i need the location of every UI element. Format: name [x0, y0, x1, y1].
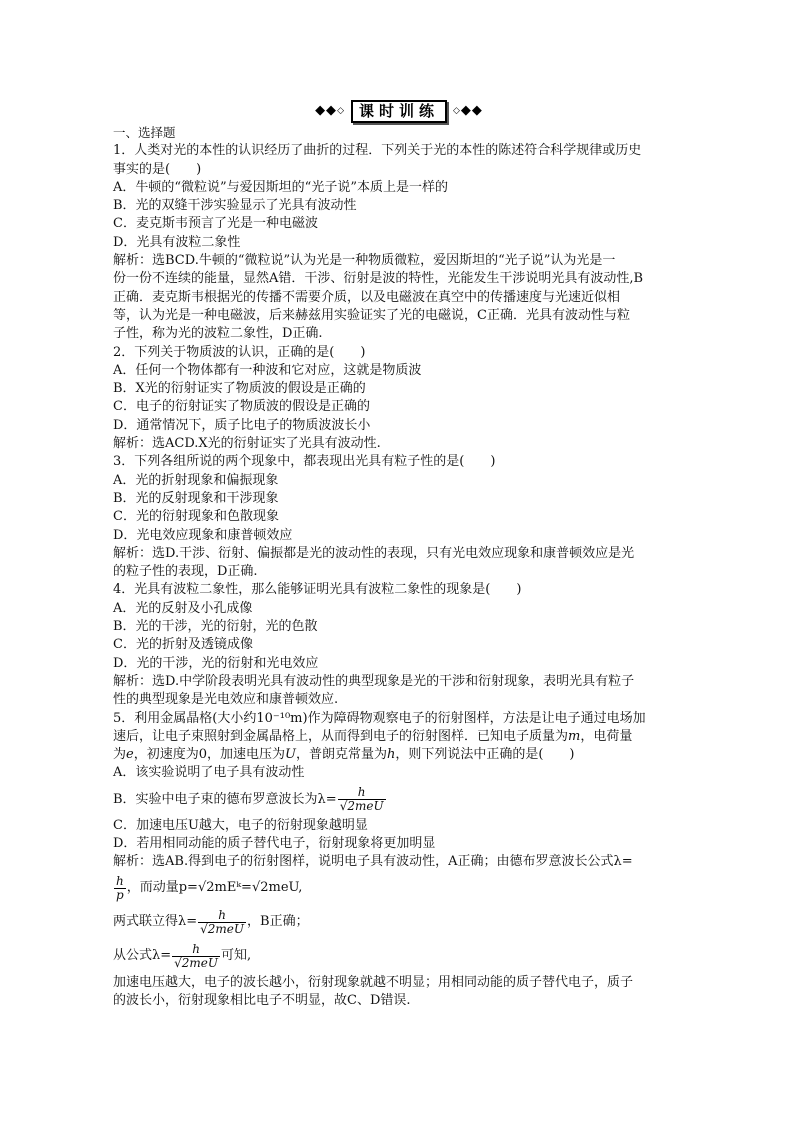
q4-option-b: B．光的干涉，光的衍射，光的色散 — [113, 619, 318, 635]
q1-option-a: A．牛顿的“微粒说”与爱因斯坦的“光子说”本质上是一样的 — [113, 179, 448, 195]
page-title: 课时训练 — [351, 100, 447, 123]
q3-stem: 3．下列各组所说的两个现象中，都表现出光具有粒子性的是( ) — [113, 454, 496, 470]
small-diamond-right-icon: ◇ — [453, 105, 461, 116]
q5-answer-line-3 — [113, 906, 685, 940]
q5-charge-symbol: e — [126, 747, 134, 763]
diamond-right-icon: ◆◆ — [460, 102, 483, 118]
small-diamond-left-icon: ◇ — [337, 105, 345, 116]
q5-stem-3-c: ，普朗克常量为 — [295, 747, 387, 763]
header-banner — [113, 100, 685, 122]
q5-voltage-symbol: U — [285, 747, 296, 763]
section-heading: 一、选择题 — [113, 125, 176, 140]
q5-option-b — [113, 783, 685, 817]
q2-option-c: C．电子的衍射证实了物质波的假设是正确的 — [113, 399, 370, 415]
q3-answer-line-1: 解析：选D.干涉、衍射、偏振都是光的波动性的表现，只有光电效应现象和康普顿效应是光 — [113, 545, 635, 561]
q4-option-c: C．光的折射及透镜成像 — [113, 637, 253, 653]
q2-option-d: D．通常情况下，质子比电子的物质波波长小 — [113, 417, 371, 433]
q5-option-a: A．该实验说明了电子具有波动性 — [113, 765, 305, 781]
fraction-numerator: h — [357, 785, 366, 800]
q5-stem-line-1: 5．利用金属晶格(大小约10⁻¹⁰m)作为障碍物观察电子的衍射图样，方法是让电子通过电场加 — [113, 710, 646, 726]
q1-option-d: D．光具有波粒二象性 — [113, 234, 241, 250]
diamond-left-icon: ◆◆ — [315, 102, 338, 118]
q4-option-d: D．光的干涉，光的衍射和光电效应 — [113, 655, 319, 671]
q4-answer-line-2: 性的典型现象是光电效应和康普顿效应. — [113, 692, 339, 708]
q5-stem-3-d: ，则下列说法中正确的是( ) — [395, 747, 575, 763]
fraction-denominator: √2meU — [200, 922, 245, 937]
q4-stem: 4．光具有波粒二象性，那么能够证明光具有波粒二象性的现象是( ) — [113, 582, 522, 598]
q5-answer-momentum-text: ，而动量p=√2mEᵏ=√2meU, — [126, 880, 303, 896]
fraction-denominator: √2meU — [339, 799, 384, 814]
q5-stem-line-3 — [113, 746, 685, 764]
q2-option-a: A．任何一个物体都有一种波和它对应，这就是物质波 — [113, 362, 422, 378]
q3-option-c: C．光的衍射现象和色散现象 — [113, 509, 279, 525]
q5-option-c: C．加速电压U越大，电子的衍射现象越明显 — [113, 817, 368, 833]
document-body — [113, 100, 685, 1010]
q5-answer-line-5: 加速电压越大，电子的波长越小，衍射现象就越不明显；用相同动能的质子替代电子，质子 — [113, 974, 634, 990]
q3-option-b: B．光的反射现象和干涉现象 — [113, 490, 279, 506]
q2-answer: 解析：选ACD.X光的衍射证实了光具有波动性. — [113, 436, 381, 452]
q5-answer-line-1: 解析：选AB.得到电子的衍射图样，说明电子具有波动性，A正确；由德布罗意波长公式λ= — [113, 854, 633, 870]
q1-answer-line-3: 正确．麦克斯韦根据光的传播不需要介质，以及电磁波在真空中的传播速度与光速近似相 — [113, 289, 621, 305]
q5-option-b-text: B．实验中电子束的德布罗意波长为λ= — [113, 791, 337, 807]
q5-option-b-fraction — [338, 786, 386, 813]
q1-option-b: B．光的双缝干涉实验显示了光具有波动性 — [113, 198, 357, 214]
q5-answer-4-pre: 从公式λ= — [113, 948, 172, 964]
q2-stem: 2．下列关于物质波的认识，正确的是( ) — [113, 344, 366, 360]
fraction-numerator: h — [192, 942, 200, 957]
q5-stem-line-2-text: 速后，让电子束照射到金属晶格上，从而得到电子的衍射图样．已知电子质量为 — [113, 728, 569, 744]
q1-answer-line-2: 份一份不连续的能量，显然A错．干涉、衍射是波的特性，光能发生干涉说明光具有波动性,B — [113, 271, 644, 287]
fraction-numerator: h — [218, 908, 226, 923]
q5-answer-3-post: ，B正确； — [247, 914, 309, 930]
q5-answer-fraction-hp — [114, 875, 126, 902]
q5-mass-symbol: m — [568, 728, 581, 744]
q5-answer-fraction-combined — [198, 909, 246, 936]
q1-answer-line-5: 子性，称为光的波粒二象性，D正确. — [113, 326, 323, 342]
q1-stem-line-1: 1．人类对光的本性的认识经历了曲折的过程．下列关于光的本性的陈述符合科学规律或历史 — [113, 143, 642, 159]
q5-stem-3-b: ，初速度为0，加速电压为 — [133, 747, 285, 763]
q4-option-a: A．光的反射及小孔成像 — [113, 600, 253, 616]
q5-answer-line-4 — [113, 940, 685, 974]
q3-answer-line-2: 的粒子性的表现，D正确. — [113, 564, 258, 580]
q1-answer-line-4: 等，认为光是一种电磁波，后来赫兹用实验证实了光的电磁说，C正确．光具有波动性与粒 — [113, 307, 630, 323]
q5-answer-line-2 — [113, 872, 685, 906]
q1-option-c: C．麦克斯韦预言了光是一种电磁波 — [113, 216, 318, 232]
q5-planck-symbol: h — [386, 747, 396, 763]
q2-option-b: B．X光的衍射证实了物质波的假设是正确的 — [113, 381, 366, 397]
q5-option-d: D．若用相同动能的质子替代电子，衍射现象将更加明显 — [113, 835, 436, 851]
fraction-denominator: √2meU — [174, 956, 219, 971]
fraction-denominator: p — [116, 888, 124, 903]
q3-option-d: D．光电效应现象和康普顿效应 — [113, 527, 293, 543]
q5-stem-line-2-tail: ，电荷量 — [580, 728, 633, 744]
q1-stem-line-2: 事实的是( ) — [113, 161, 202, 177]
q5-answer-fraction-formula — [172, 943, 220, 970]
fraction-numerator: h — [116, 874, 124, 889]
q5-stem-3-a: 为 — [113, 747, 127, 763]
q5-answer-3-pre: 两式联立得λ= — [113, 914, 198, 930]
q5-answer-line-6: 的波长小，衍射现象相比电子不明显，故C、D错误. — [113, 992, 411, 1008]
q1-answer-line-1: 解析：选BCD.牛顿的“微粒说”认为光是一种物质微粒，爱因斯坦的“光子说”认为光是一 — [113, 253, 616, 269]
q4-answer-line-1: 解析：选D.中学阶段表明光具有波动性的典型现象是光的干涉和衍射现象，表明光具有粒子 — [113, 673, 635, 689]
q5-answer-4-post: 可知, — [221, 948, 252, 964]
q5-stem-line-2 — [113, 728, 685, 746]
q3-option-a: A．光的折射现象和偏振现象 — [113, 472, 279, 488]
